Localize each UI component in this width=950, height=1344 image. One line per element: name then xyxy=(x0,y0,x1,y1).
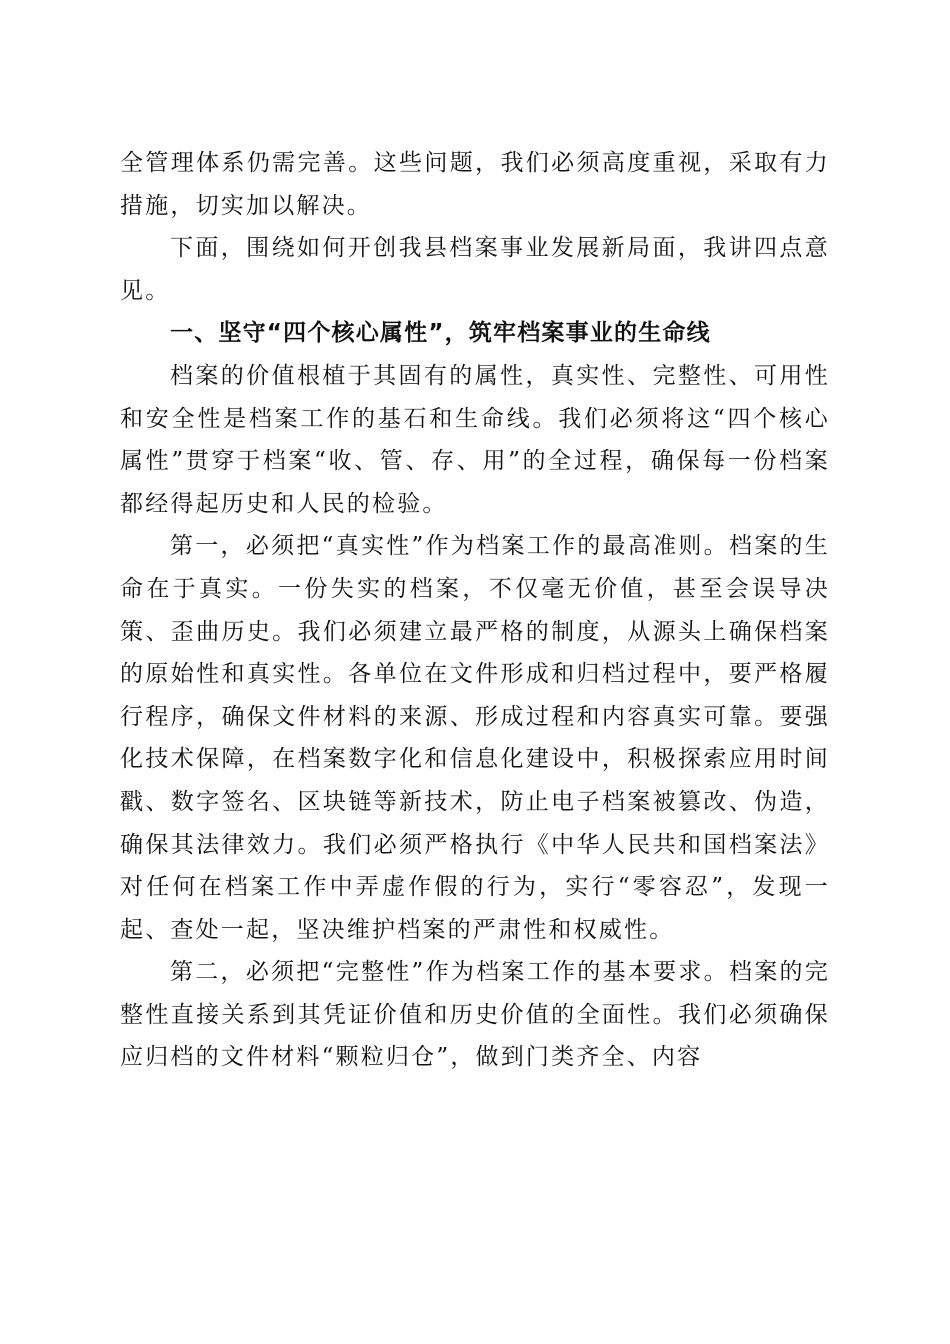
document-body xyxy=(120,142,830,1079)
paragraph-first-point: 第一，必须把“真实性”作为档案工作的最高准则。档案的生命在于真实。一份失实的档案，不仅毫无价值，甚至会误导决策、歪曲历史。我们必须建立最严格的制度，从源头上确保档案的原始性和真实性。各单位在文件形成和归档过程中，要严格履行程序，确保文件材料的来源、形成过程和内容真实可靠。要强化技术保障，在档案数字化和信息化建设中，积极探索应用时间戳、数字签名、区块链等新技术，防止电子档案被篡改、伪造，确保其法律效力。我们必须严格执行《中华人民共和国档案法》对任何在档案工作中弄虚作假的行为，实行“零容忍”，发现一起、查处一起，坚决维护档案的严肃性和权威性。 xyxy=(120,533,830,943)
paragraph-intro: 下面，围绕如何开创我县档案事业发展新局面，我讲四点意见。 xyxy=(120,235,830,304)
section-heading: 一、坚守“四个核心属性”，筑牢档案事业的生命线 xyxy=(170,320,711,347)
paragraph-continued: 全管理体系仍需完善。这些问题，我们必须高度重视，采取有力措施，切实加以解决。 xyxy=(120,150,830,219)
paragraph-second-point: 第二，必须把“完整性”作为档案工作的基本要求。档案的完整性直接关系到其凭证价值和历史价值的全面性。我们必须确保应归档的文件材料“颗粒归仓”，做到门类齐全、内容 xyxy=(120,959,830,1071)
paragraph-section-intro: 档案的价值根植于其固有的属性，真实性、完整性、可用性和安全性是档案工作的基石和生命线。我们必须将这“四个核心属性”贯穿于档案“收、管、存、用”的全过程，确保每一份档案都经得起历史和人民的检验。 xyxy=(120,362,830,517)
